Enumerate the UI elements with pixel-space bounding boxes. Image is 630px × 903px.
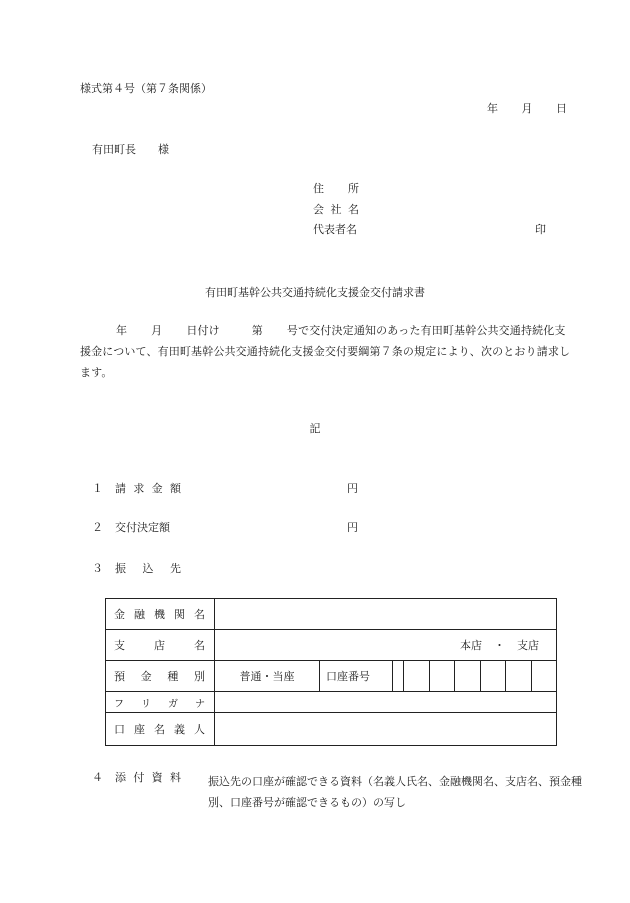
table-row bbox=[106, 599, 557, 630]
addressee bbox=[92, 143, 169, 157]
document-title: 有田町基幹公共交通持続化支援金交付請求書 bbox=[205, 286, 425, 299]
label-char: 関 bbox=[174, 608, 185, 621]
item4-label-char: 料 bbox=[169, 771, 181, 784]
item3-label-char: 込 bbox=[142, 562, 154, 575]
table-row bbox=[106, 661, 557, 692]
item4-label-char: 資 bbox=[151, 771, 163, 784]
item1-label-char: 金 bbox=[151, 482, 163, 495]
date-month: 月 bbox=[521, 102, 533, 115]
deposit-type-label bbox=[106, 661, 215, 692]
label-char: 預 bbox=[114, 670, 125, 683]
account-holder-field[interactable] bbox=[215, 713, 557, 746]
table-row bbox=[106, 630, 557, 661]
label-char: ナ bbox=[195, 698, 205, 710]
body-dai: 第 bbox=[251, 324, 263, 337]
label-char: 種 bbox=[167, 670, 179, 683]
address-label bbox=[313, 182, 359, 196]
item3-label bbox=[115, 562, 181, 576]
seal-mark: 印 bbox=[535, 223, 546, 236]
label-char: 支 bbox=[114, 639, 125, 652]
item1-unit: 円 bbox=[347, 482, 358, 495]
label-char: 座 bbox=[134, 723, 145, 736]
date-line bbox=[487, 102, 567, 116]
company-label-char: 名 bbox=[348, 203, 359, 216]
item1-label-char: 請 bbox=[115, 482, 126, 495]
label-char: 名 bbox=[194, 608, 205, 621]
table-row bbox=[106, 713, 557, 746]
addressee-honorific: 様 bbox=[158, 143, 169, 156]
item4-label bbox=[115, 771, 181, 785]
label-char: 名 bbox=[194, 639, 205, 652]
body-day: 日付け bbox=[186, 324, 220, 337]
deposit-type-field[interactable]: 普通・当座 bbox=[215, 661, 320, 691]
label-char: ガ bbox=[168, 698, 178, 710]
company-label-char: 会 bbox=[313, 203, 324, 216]
item1-number: １ bbox=[92, 482, 103, 495]
deposit-account-cell bbox=[215, 661, 557, 692]
branch-separator: ・ bbox=[494, 639, 505, 652]
account-digit-box[interactable] bbox=[506, 661, 532, 691]
branch-sub-option[interactable]: 支店 bbox=[517, 639, 539, 652]
label-char: 金 bbox=[114, 608, 125, 621]
addressee-name: 有田町長 bbox=[92, 143, 136, 156]
bank-transfer-table bbox=[105, 598, 557, 746]
item2-number: ２ bbox=[92, 521, 103, 534]
item4-number: ４ bbox=[92, 771, 103, 784]
body-month: 月 bbox=[151, 324, 163, 337]
bank-name-field[interactable] bbox=[215, 599, 557, 630]
branch-main-option[interactable]: 本店 bbox=[460, 639, 482, 652]
label-char: フ bbox=[114, 698, 124, 710]
item4-label-char: 添 bbox=[115, 771, 126, 784]
item3-label-char: 先 bbox=[170, 562, 181, 575]
date-day: 日 bbox=[556, 102, 567, 115]
label-char: 店 bbox=[154, 639, 165, 652]
furigana-field[interactable] bbox=[215, 692, 557, 713]
representative-label: 代表者名 bbox=[313, 223, 357, 236]
account-digit-box[interactable] bbox=[455, 661, 481, 691]
branch-field[interactable] bbox=[215, 630, 557, 661]
label-char: 別 bbox=[193, 670, 205, 683]
item1-label-char: 額 bbox=[169, 482, 181, 495]
account-digit-box[interactable] bbox=[404, 661, 430, 691]
bank-name-label bbox=[106, 599, 215, 630]
item4-label-char: 付 bbox=[133, 771, 145, 784]
address-label-char: 所 bbox=[348, 182, 359, 195]
address-label-char: 住 bbox=[313, 182, 324, 195]
ki-heading: 記 bbox=[309, 422, 321, 435]
account-number-label: 口座番号 bbox=[320, 661, 393, 691]
label-char: 融 bbox=[134, 608, 145, 621]
account-digit-box[interactable] bbox=[430, 661, 456, 691]
item2-unit: 円 bbox=[347, 521, 358, 534]
label-char: 名 bbox=[154, 723, 165, 736]
label-char: 金 bbox=[140, 670, 152, 683]
item1-label bbox=[115, 482, 181, 496]
account-digit-box[interactable] bbox=[481, 661, 507, 691]
item1-label-char: 求 bbox=[133, 482, 145, 495]
label-char: 義 bbox=[174, 723, 185, 736]
account-digit-box[interactable] bbox=[393, 661, 404, 691]
company-label-char: 社 bbox=[330, 203, 342, 216]
body-year: 年 bbox=[116, 324, 128, 337]
table-row bbox=[106, 692, 557, 713]
account-digit-box[interactable] bbox=[532, 661, 557, 691]
item3-label-char: 振 bbox=[115, 562, 126, 575]
furigana-label bbox=[106, 692, 215, 713]
label-char: 人 bbox=[194, 723, 205, 736]
form-id: 様式第４号（第７条関係） bbox=[80, 82, 212, 95]
label-char: 口 bbox=[114, 723, 125, 736]
body-text: 号で交付決定通知のあった有田町基幹公共交通持続化支援金について、有田町基幹公共交通持続化支援金交付要綱第７条の規定により、次のとおり請求します。 bbox=[80, 324, 571, 379]
body-paragraph bbox=[80, 320, 572, 383]
date-year: 年 bbox=[487, 102, 498, 115]
label-char: 機 bbox=[154, 608, 165, 621]
company-label bbox=[313, 203, 359, 217]
label-char: リ bbox=[141, 698, 151, 710]
item2-label: 交付決定額 bbox=[115, 521, 170, 534]
branch-label bbox=[106, 630, 215, 661]
account-holder-label bbox=[106, 713, 215, 746]
attachment-description: 振込先の口座が確認できる資料（名義人氏名、金融機関名、支店名、預金種別、口座番号が確認できるもの）の写し bbox=[208, 775, 582, 809]
item3-number: ３ bbox=[92, 562, 103, 575]
